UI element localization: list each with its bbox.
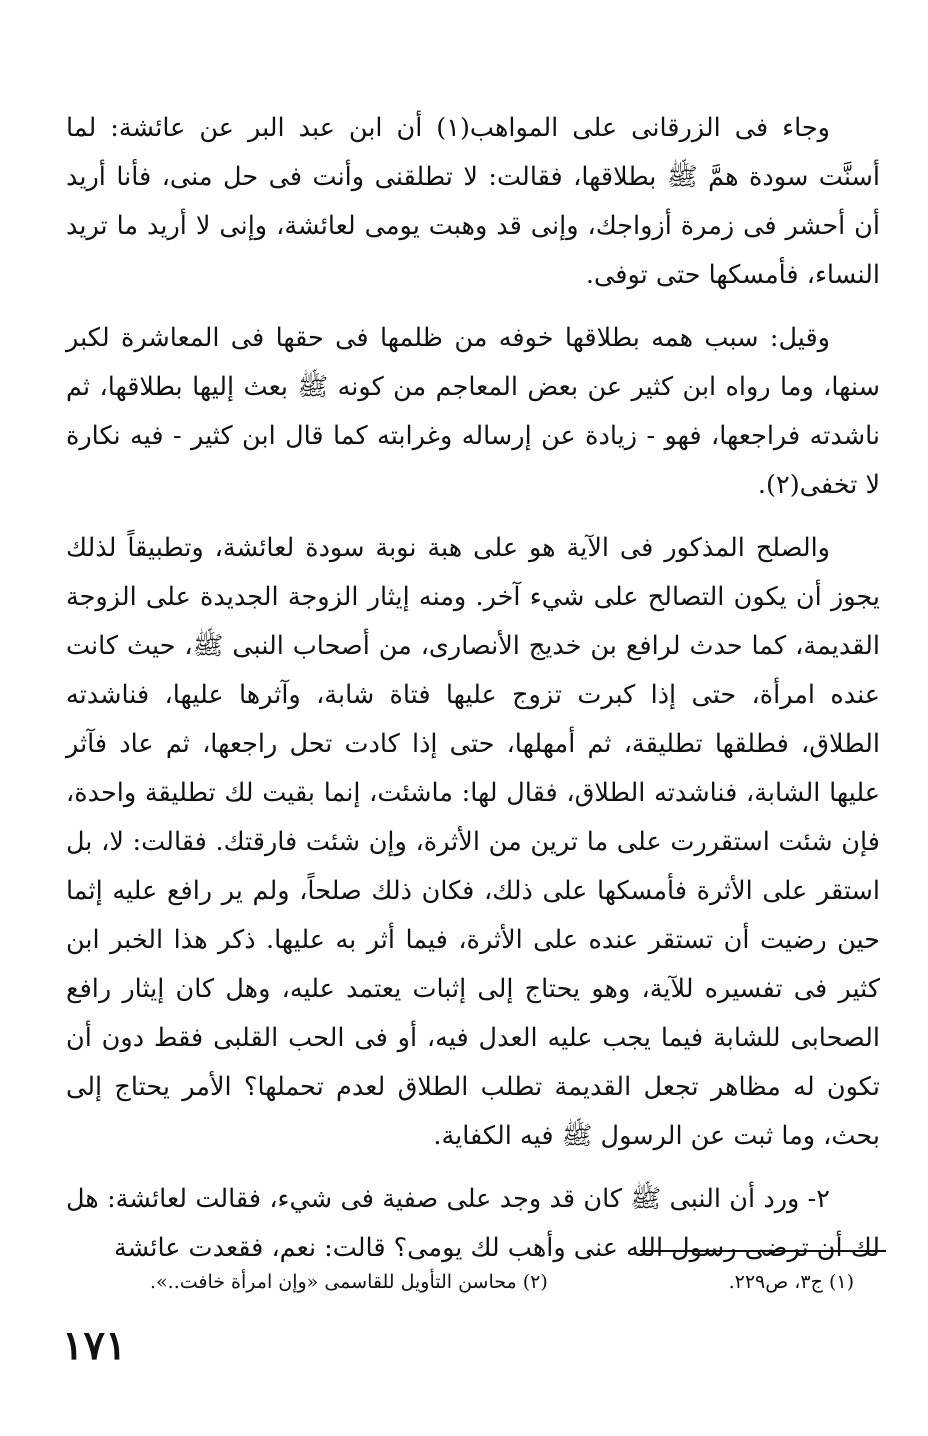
paragraph-1: وجاء فى الزرقانى على المواهب(١) أن ابن عبد البر عن عائشة: لما أسنَّت سودة همَّ ﷺ بطلاقها، فقالت: لا تطلقنى وأنت فى حل منى، فأنا أريد أن أحشر فى زمرة أزواجك، وإنى قد وهبت يومى لعائشة، وإنى لا أريد ما تريد النساء، فأمسكها حتى توفى.: [66, 113, 880, 290]
footnote-divider: [640, 1250, 886, 1252]
page-number: ١٧١: [62, 1322, 127, 1369]
paragraph-3: والصلح المذكور فى الآية هو على هبة نوبة سودة لعائشة، وتطبيقاً لذلك يجوز أن يكون التصالح على شيء آخر. ومنه إيثار الزوجة الجديدة على الزوجة القديمة، كما حدث لرافع بن خديج الأنصارى، من أصحاب النبى ﷺ، حيث كانت عنده امرأة، حتى إذا كبرت تزوج عليها فتاة شابة، وآثرها عليها، فناشدته الطلاق، فطلقها تطليقة، ثم أمهلها، حتى إذا كادت تحل راجعها، ثم عاد فآثر عليها الشابة، فناشدته الطلاق، فقال لها: ماشئت، إنما بقيت لك تطليقة واحدة، فإن شئت استقررت على ما ترين من الأثرة، وإن شئت فارقتك. فقالت: لا، بل استقر على الأثرة فأمسكها على ذلك، فكان ذلك صلحاً، ولم ير رافع عليه إثما حين رضيت أن تستقر عنده على الأثرة، فيما أثر به عليها. ذكر هذا الخبر ابن كثير فى تفسيره للآية، وهو يحتاج إلى إثبات يعتمد عليه، وهل كان إيثار رافع الصحابى للشابة فيما يجب عليه العدل فيه، أو فى الحب القلبى فقط دون أن تكون له مظاهر تجعل القديمة تطلب الطلاق لعدم تحملها؟ الأمر يحتاج إلى بحث، وما ثبت عن الرسول ﷺ فيه الكفاية.: [66, 533, 880, 1151]
footnotes: [150, 1268, 854, 1296]
main-text: [66, 104, 880, 1287]
paragraph-4: ٢- ورد أن النبى ﷺ كان قد وجد على صفية فى شيء، فقالت لعائشة: هل لك أن ترضى رسول الله عنى وأهب لك يومى؟ قالت: نعم، فقعدت عائشة: [66, 1184, 880, 1263]
footnote-2: (٢) محاسن التأويل للقاسمى «وإن امرأة خافت..».: [150, 1271, 548, 1293]
paragraph-2: وقيل: سبب همه بطلاقها خوفه من ظلمها فى حقها فى المعاشرة لكبر سنها، وما رواه ابن كثير عن بعض المعاجم من كونه ﷺ بعث إليها بطلاقها، ثم ناشدته فراجعها، فهو - زيادة عن إرساله وغرابته كما قال ابن كثير - فيه نكارة لا تخفى(٢).: [66, 323, 880, 500]
footnote-1: (١) ج٣، ص٢٢٩.: [728, 1271, 854, 1293]
